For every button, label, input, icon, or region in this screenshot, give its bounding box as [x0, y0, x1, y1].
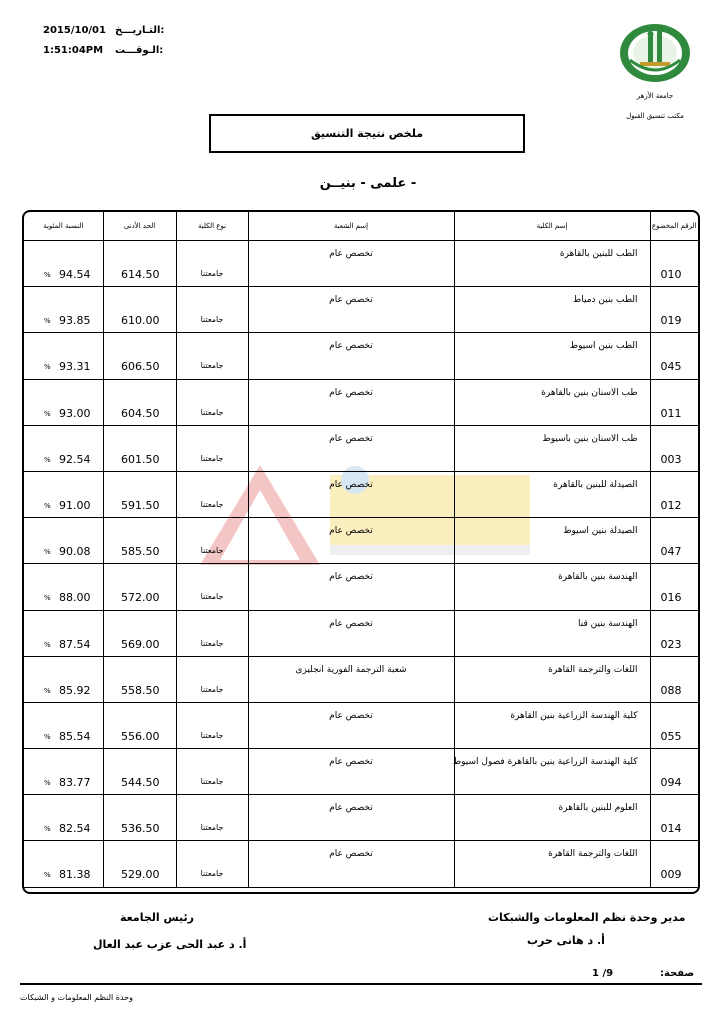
- right-signature-title: مدير وحدة نظم المعلومات والشبكات: [488, 911, 686, 924]
- cell-code: [650, 749, 698, 795]
- college-value: الطب بنين اسيوط: [569, 341, 638, 352]
- cell-college: [454, 702, 650, 748]
- cell-percent: [24, 379, 103, 425]
- code-value: 012: [660, 498, 682, 512]
- percent-symbol: %: [44, 363, 51, 372]
- kind-value: جامعتنا: [200, 730, 224, 740]
- cell-code: [650, 241, 698, 287]
- kind-value: جامعتنا: [200, 499, 224, 509]
- branch-value: تخصص عام: [329, 387, 373, 398]
- cell-branch: [248, 564, 454, 610]
- percent-value: 82.54: [59, 822, 91, 836]
- table-header-row: [24, 212, 698, 241]
- column-header-kind: نوع الكلية: [176, 212, 248, 241]
- table-row: [24, 841, 698, 887]
- cell-branch: [248, 425, 454, 471]
- cell-college: [454, 333, 650, 379]
- code-value: 009: [660, 868, 682, 882]
- cell-min-score: [103, 749, 176, 795]
- cell-percent: [24, 518, 103, 564]
- results-table: [22, 210, 700, 894]
- code-value: 011: [660, 406, 682, 420]
- footer-divider: [20, 983, 702, 985]
- percent-value: 93.00: [59, 406, 91, 420]
- kind-value: جامعتنا: [200, 823, 224, 833]
- min-score-value: 591.50: [121, 498, 160, 512]
- cell-branch: [248, 471, 454, 517]
- column-header-code: الرقم المخضوع: [650, 212, 698, 241]
- cell-percent: [24, 241, 103, 287]
- min-score-value: 606.50: [121, 360, 160, 374]
- cell-percent: [24, 841, 103, 887]
- table-row: [24, 749, 698, 795]
- cell-min-score: [103, 287, 176, 333]
- percent-symbol: %: [44, 686, 51, 695]
- kind-value: جامعتنا: [200, 684, 224, 694]
- bottom-note: وحدة النظم المعلومات و الشبكات: [20, 993, 133, 1002]
- college-value: كلية الهندسة الزراعية بنين القاهرة: [510, 710, 638, 721]
- cell-college: [454, 287, 650, 333]
- cell-kind: [176, 425, 248, 471]
- percent-value: 85.54: [59, 729, 91, 743]
- min-score-value: 572.00: [121, 591, 160, 605]
- cell-kind: [176, 656, 248, 702]
- cell-percent: [24, 749, 103, 795]
- cell-code: [650, 564, 698, 610]
- left-signature-title: رئيس الجامعة: [120, 911, 194, 924]
- cell-kind: [176, 564, 248, 610]
- cell-college: [454, 425, 650, 471]
- table-row: [24, 656, 698, 702]
- cell-code: [650, 795, 698, 841]
- code-value: 019: [660, 314, 682, 328]
- kind-value: جامعتنا: [200, 638, 224, 648]
- percent-symbol: %: [44, 871, 51, 880]
- cell-kind: [176, 379, 248, 425]
- min-score-value: 569.00: [121, 637, 160, 651]
- cell-min-score: [103, 471, 176, 517]
- percent-value: 93.31: [59, 360, 91, 374]
- cell-code: [650, 425, 698, 471]
- date-value: 2015/10/01: [43, 25, 106, 36]
- percent-value: 85.92: [59, 683, 91, 697]
- college-value: الصيدلة بنين اسيوط: [563, 526, 638, 537]
- percent-value: 83.77: [59, 776, 91, 790]
- cell-percent: [24, 610, 103, 656]
- column-header-min-score: الحد الأدنى: [103, 212, 176, 241]
- percent-symbol: %: [44, 501, 51, 510]
- cell-branch: [248, 702, 454, 748]
- cell-min-score: [103, 702, 176, 748]
- cell-college: [454, 518, 650, 564]
- cell-college: [454, 656, 650, 702]
- branch-value: تخصص عام: [329, 295, 373, 306]
- cell-code: [650, 656, 698, 702]
- branch-value: تخصص عام: [329, 479, 373, 490]
- percent-symbol: %: [44, 825, 51, 834]
- code-value: 014: [660, 822, 682, 836]
- college-value: اللغات والترجمة القاهرة: [548, 664, 638, 675]
- date-label: التـاريـــخ:: [115, 25, 165, 36]
- min-score-value: 544.50: [121, 776, 160, 790]
- cell-percent: [24, 656, 103, 702]
- cell-branch: [248, 241, 454, 287]
- page-label: صفحة:: [660, 968, 695, 979]
- branch-value: تخصص عام: [329, 433, 373, 444]
- cell-min-score: [103, 795, 176, 841]
- percent-symbol: %: [44, 317, 51, 326]
- min-score-value: 614.50: [121, 268, 160, 281]
- left-signature-name: أ. د عبد الحى عزب عبد العال: [93, 938, 247, 951]
- cell-min-score: [103, 656, 176, 702]
- code-value: 094: [660, 776, 682, 790]
- cell-college: [454, 471, 650, 517]
- cell-branch: [248, 379, 454, 425]
- cell-percent: [24, 471, 103, 517]
- column-header-college: إسم الكلية: [454, 212, 650, 241]
- percent-symbol: %: [44, 594, 51, 603]
- cell-kind: [176, 287, 248, 333]
- branch-value: تخصص عام: [329, 249, 373, 259]
- right-signature-name: أ. د هانى حرب: [527, 934, 605, 947]
- cell-percent: [24, 333, 103, 379]
- kind-value: جامعتنا: [200, 777, 224, 787]
- percent-value: 90.08: [59, 545, 91, 559]
- code-value: 010: [660, 268, 682, 281]
- college-value: الهندسة بنين بالقاهرة: [558, 572, 638, 583]
- kind-value: جامعتنا: [200, 592, 224, 602]
- table-row: [24, 795, 698, 841]
- university-logo-icon: [618, 22, 692, 84]
- branch-value: تخصص عام: [329, 849, 373, 860]
- cell-college: [454, 241, 650, 287]
- cell-kind: [176, 518, 248, 564]
- kind-value: جامعتنا: [200, 269, 224, 278]
- office-name: مكتب تنسيق القبول: [626, 112, 684, 120]
- cell-code: [650, 333, 698, 379]
- college-value: الهندسة بنين قنا: [578, 618, 638, 629]
- page-number: 1 /9: [592, 968, 614, 979]
- cell-code: [650, 702, 698, 748]
- min-score-value: 536.50: [121, 822, 160, 836]
- cell-kind: [176, 333, 248, 379]
- cell-percent: [24, 425, 103, 471]
- table-row: [24, 564, 698, 610]
- code-value: 045: [660, 360, 682, 374]
- branch-value: تخصص عام: [329, 803, 373, 814]
- branch-value: تخصص عام: [329, 618, 373, 629]
- table-row: [24, 610, 698, 656]
- cell-code: [650, 379, 698, 425]
- min-score-value: 601.50: [121, 452, 160, 466]
- cell-min-score: [103, 241, 176, 287]
- branch-value: تخصص عام: [329, 526, 373, 537]
- cell-college: [454, 841, 650, 887]
- time-label: الـوقـــت:: [115, 45, 164, 56]
- cell-percent: [24, 287, 103, 333]
- code-value: 088: [660, 683, 682, 697]
- kind-value: جامعتنا: [200, 869, 224, 879]
- percent-symbol: %: [44, 455, 51, 464]
- kind-value: جامعتنا: [200, 407, 224, 417]
- min-score-value: 558.50: [121, 683, 160, 697]
- percent-symbol: %: [44, 271, 51, 279]
- code-value: 055: [660, 729, 682, 743]
- min-score-value: 529.00: [121, 868, 160, 882]
- table-row: [24, 425, 698, 471]
- table-row: [24, 702, 698, 748]
- cell-branch: [248, 518, 454, 564]
- cell-percent: [24, 564, 103, 610]
- cell-min-score: [103, 564, 176, 610]
- min-score-value: 604.50: [121, 406, 160, 420]
- cell-kind: [176, 841, 248, 887]
- cell-code: [650, 610, 698, 656]
- page-subtitle: - علمى - بنيــن: [319, 176, 417, 191]
- cell-branch: [248, 287, 454, 333]
- college-value: الطب للبنين بالقاهرة: [559, 249, 638, 259]
- cell-min-score: [103, 333, 176, 379]
- table-row: [24, 379, 698, 425]
- college-value: الطب بنين دمياط: [572, 295, 638, 306]
- cell-branch: [248, 749, 454, 795]
- page-title: ملخص نتيجة التنسيق: [209, 114, 525, 153]
- code-value: 047: [660, 545, 682, 559]
- table-row: [24, 241, 698, 287]
- cell-kind: [176, 610, 248, 656]
- cell-min-score: [103, 518, 176, 564]
- cell-kind: [176, 702, 248, 748]
- kind-value: جامعتنا: [200, 453, 224, 463]
- table-row: [24, 287, 698, 333]
- college-value: طب الاسنان بنين باسيوط: [542, 433, 638, 444]
- min-score-value: 585.50: [121, 545, 160, 559]
- cell-min-score: [103, 425, 176, 471]
- percent-symbol: %: [44, 640, 51, 649]
- table-row: [24, 333, 698, 379]
- cell-kind: [176, 749, 248, 795]
- table-row: [24, 471, 698, 517]
- cell-code: [650, 841, 698, 887]
- cell-min-score: [103, 610, 176, 656]
- cell-code: [650, 518, 698, 564]
- percent-value: 91.00: [59, 498, 91, 512]
- code-value: 023: [660, 637, 682, 651]
- university-name: جامعة الأزهر: [636, 92, 674, 100]
- branch-value: تخصص عام: [329, 757, 373, 768]
- cell-percent: [24, 795, 103, 841]
- kind-value: جامعتنا: [200, 546, 224, 556]
- college-value: كلية الهندسة الزراعية بنين بالقاهرة فصول اسيوط: [452, 757, 638, 768]
- percent-value: 94.54: [59, 268, 91, 281]
- branch-value: تخصص عام: [329, 710, 373, 721]
- cell-branch: [248, 333, 454, 379]
- cell-college: [454, 795, 650, 841]
- percent-symbol: %: [44, 548, 51, 557]
- cell-min-score: [103, 379, 176, 425]
- percent-value: 92.54: [59, 452, 91, 466]
- column-header-percent: النسبة المئوية: [24, 212, 103, 241]
- branch-value: شعبة الترجمة الفورية انجليزى: [295, 664, 407, 675]
- percent-value: 81.38: [59, 868, 91, 882]
- branch-value: تخصص عام: [329, 572, 373, 583]
- cell-college: [454, 564, 650, 610]
- kind-value: جامعتنا: [200, 315, 224, 325]
- column-header-branch: إسم الشعبة: [248, 212, 454, 241]
- college-value: الصيدلة للبنين بالقاهرة: [553, 479, 638, 490]
- percent-symbol: %: [44, 409, 51, 418]
- college-value: طب الاسنان بنين بالقاهرة: [541, 387, 638, 398]
- cell-branch: [248, 656, 454, 702]
- cell-kind: [176, 241, 248, 287]
- college-value: العلوم للبنين بالقاهرة: [558, 803, 638, 814]
- min-score-value: 610.00: [121, 314, 160, 328]
- cell-min-score: [103, 841, 176, 887]
- college-value: اللغات والترجمة القاهرة: [548, 849, 638, 860]
- cell-code: [650, 471, 698, 517]
- cell-branch: [248, 841, 454, 887]
- cell-kind: [176, 795, 248, 841]
- percent-value: 88.00: [59, 591, 91, 605]
- percent-symbol: %: [44, 779, 51, 788]
- min-score-value: 556.00: [121, 729, 160, 743]
- kind-value: جامعتنا: [200, 361, 224, 371]
- time-value: 1:51:04PM: [43, 45, 104, 56]
- cell-kind: [176, 471, 248, 517]
- cell-college: [454, 379, 650, 425]
- percent-value: 93.85: [59, 314, 91, 328]
- cell-code: [650, 287, 698, 333]
- code-value: 016: [660, 591, 682, 605]
- code-value: 003: [660, 452, 682, 466]
- table-row: [24, 518, 698, 564]
- cell-branch: [248, 610, 454, 656]
- cell-college: [454, 610, 650, 656]
- cell-college: [454, 749, 650, 795]
- percent-symbol: %: [44, 732, 51, 741]
- percent-value: 87.54: [59, 637, 91, 651]
- cell-branch: [248, 795, 454, 841]
- branch-value: تخصص عام: [329, 341, 373, 352]
- cell-percent: [24, 702, 103, 748]
